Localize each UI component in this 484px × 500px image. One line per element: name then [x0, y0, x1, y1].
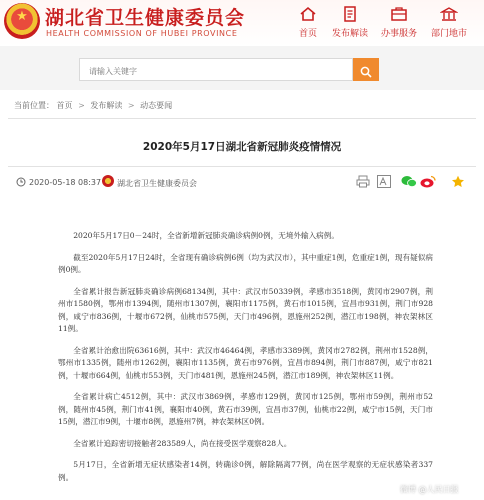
site-name-en: HEALTH COMMISSION OF HUBEI PROVINCE [46, 29, 238, 38]
print-icon[interactable] [356, 175, 370, 188]
nav-home[interactable] [286, 6, 330, 39]
national-emblem-icon: ★ [4, 3, 40, 39]
article-body [58, 230, 433, 493]
font-size-icon[interactable] [377, 175, 391, 188]
breadcrumb-divider [8, 118, 476, 119]
weibo-watermark: 微博 @人民日报 [400, 485, 459, 494]
breadcrumb [14, 100, 172, 111]
search-box [79, 58, 353, 81]
nav-departments[interactable] [427, 6, 471, 39]
breadcrumb-releases[interactable]: 发布解读 [90, 101, 123, 110]
article-paragraph: 2020年5月17日0－24时，全省新增新冠肺炎确诊病例0例，无境外输入病例。 [73, 231, 339, 240]
article-source: 湖北省卫生健康委员会 [117, 179, 197, 188]
breadcrumb-home[interactable]: 首页 [56, 101, 73, 110]
home-icon [299, 6, 317, 22]
article-paragraph: 全省累计治愈出院63616例，其中：武汉市46464例，孝感市3389例，黄冈市2782例，荆州市1528例，鄂州市1335例，随州市1262例，襄阳市1135例，黄石市976例，宜昌市894例，荆门市887例，咸宁市821例，十堰市664例，仙桃市553例，天门市481例，恩施州245例，潜江市189例，神农架林区11例。 [58, 345, 433, 380]
breadcrumb-separator: > [127, 101, 135, 110]
nav-departments-label: 部门地市 [430, 29, 467, 39]
search-button[interactable] [353, 58, 379, 81]
article-paragraph: 全省累计追踪密切接触者283589人，尚在接受医学观察828人。 [73, 438, 292, 448]
title-divider [8, 166, 476, 167]
source-emblem-icon [102, 175, 114, 187]
building-icon [440, 6, 458, 22]
nav-services-label: 办事服务 [380, 29, 417, 39]
article-paragraph: 全省累计报告新冠肺炎确诊病例68134例，其中：武汉市50339例，孝感市3518例，黄冈市2907例，荆州市1580例，鄂州市1394例，随州市1307例，襄阳市1175例，黄石市1015例，宜昌市931例，荆门市928例，咸宁市836例，十堰市672例，仙桃市575例，天门市496例，恩施州252例，潜江市198例，神农架林区11例。 [58, 286, 433, 333]
search-icon [360, 66, 372, 78]
nav-services[interactable] [377, 6, 421, 39]
breadcrumb-news[interactable]: 动态要闻 [140, 101, 173, 110]
site-name[interactable]: 湖北省卫生健康委员会 [45, 7, 246, 29]
wechat-icon[interactable] [401, 175, 417, 188]
weibo-icon[interactable] [420, 175, 436, 188]
publish-datetime: 2020-05-18 08:37 [29, 178, 102, 187]
clock-icon [16, 177, 26, 187]
article-paragraph: 全省累计病亡4512例，其中：武汉市3869例，孝感市129例，黄冈市125例，鄂州市59例，荆州市52例，随州市45例，荆门市41例，襄阳市40例，黄石市39例，宜昌市37例，仙桃市22例，咸宁市15例，天门市15例，潜江市9例，十堰市8例，恩施州7例，神农架林区0例。 [58, 392, 433, 426]
nav-releases-label: 发布解读 [331, 29, 368, 39]
article-title: 2020年5月17日湖北省新冠肺炎疫情情况 [142, 141, 342, 153]
breadcrumb-separator: > [78, 101, 85, 110]
favorite-icon[interactable] [451, 175, 465, 188]
breadcrumb-prefix: 当前位置： [14, 101, 54, 110]
document-icon [341, 6, 359, 22]
article-paragraph: 截至2020年5月17日24时，全省现有确诊病例6例（均为武汉市），其中重症1例，危重症1例，现有疑似病例0例。 [58, 252, 433, 274]
article-paragraph: 5月17日，全省新增无症状感染者14例，转确诊0例，解除隔离77例，尚在医学观察的无症状感染者337例。 [58, 460, 433, 482]
nav-home-label: 首页 [298, 29, 317, 39]
service-icon [390, 6, 408, 22]
site-header [0, 0, 484, 46]
nav-releases[interactable] [328, 6, 372, 39]
search-input[interactable] [80, 61, 349, 82]
